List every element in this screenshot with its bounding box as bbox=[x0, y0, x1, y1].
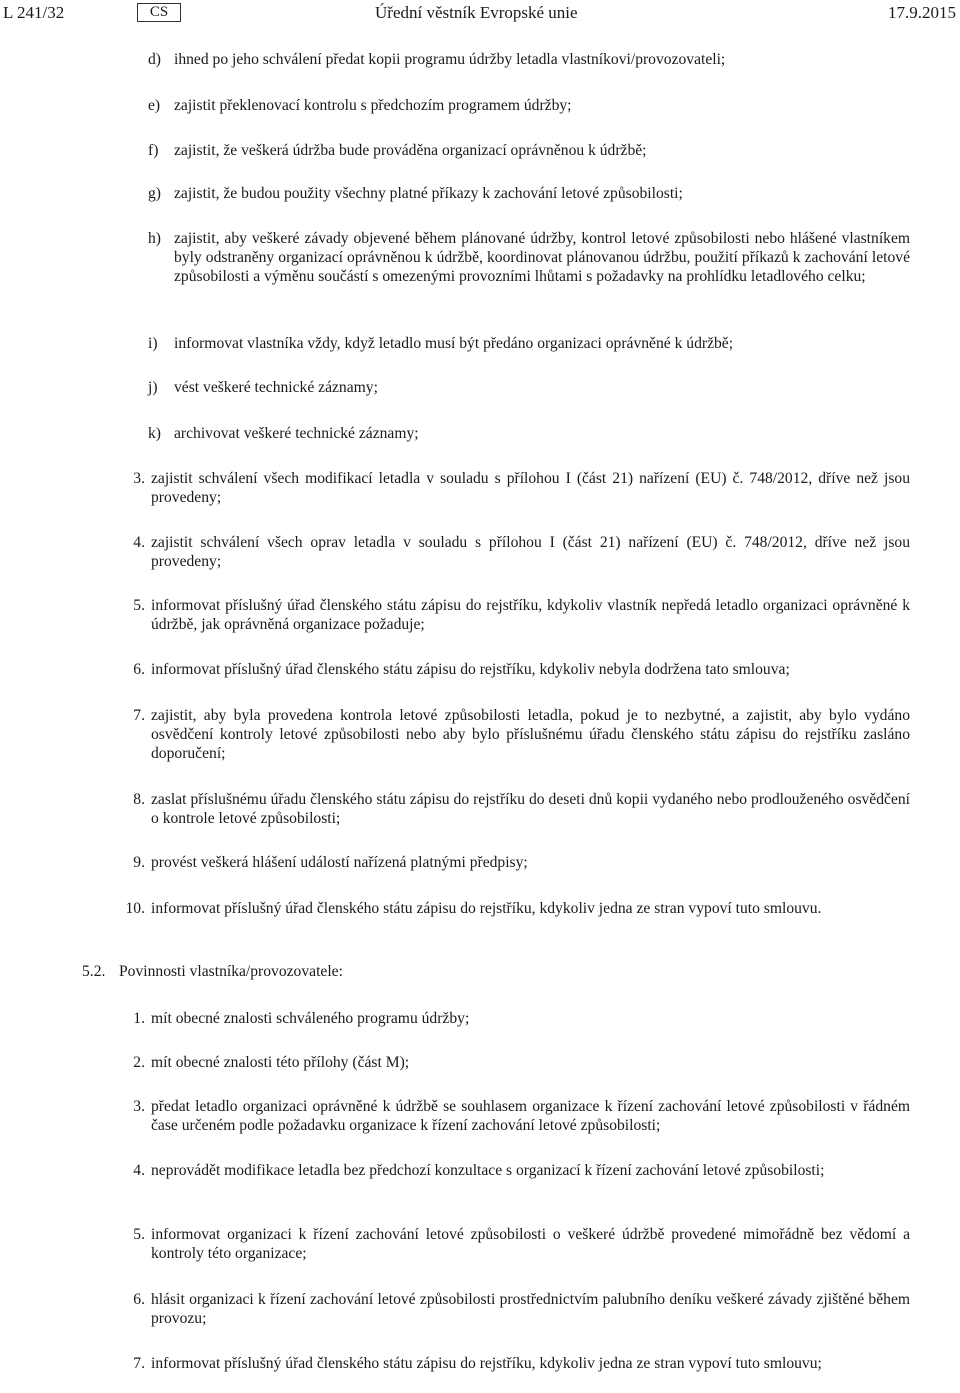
item-label: k) bbox=[148, 425, 161, 442]
item-text: provést veškerá hlášení událostí nařízená platnými předpisy; bbox=[151, 854, 528, 871]
item-text: předat letadlo organizaci oprávněné k údržbě se souhlasem organizace k řízení zachování letové způsobilosti v řádném čase určeném podle požadavku organizace k řízení zachování letové způsobilosti; bbox=[151, 1098, 910, 1134]
item-text: mít obecné znalosti schváleného programu údržby; bbox=[151, 1010, 470, 1027]
item-text: informovat příslušný úřad členského státu zápisu do rejstříku, kdykoliv nebyla dodržena tato smlouva; bbox=[151, 661, 790, 678]
item-number: 9. bbox=[133, 854, 145, 871]
list-item bbox=[119, 853, 910, 872]
list-item bbox=[150, 141, 910, 160]
item-text: zajistit, že veškerá údržba bude prováděna organizací oprávněnou k údržbě; bbox=[174, 142, 647, 159]
item-label: h) bbox=[148, 230, 161, 247]
journal-title: Úřední věstník Evropské unie bbox=[375, 3, 578, 22]
item-label: g) bbox=[148, 185, 161, 202]
item-text: informovat příslušný úřad členského státu zápisu do rejstříku, kdykoliv jedna ze stran vypoví tuto smlouvu. bbox=[151, 900, 822, 917]
item-text: zajistit, že budou použity všechny platné příkazy k zachování letové způsobilosti; bbox=[174, 185, 683, 202]
item-number: 4. bbox=[133, 1162, 145, 1179]
item-text: zajistit schválení všech oprav letadla v souladu s přílohou I (část 21) nařízení (EU) č. 748/2012, dříve než jsou provedeny; bbox=[151, 534, 910, 570]
list-item bbox=[119, 469, 910, 507]
item-text: neprovádět modifikace letadla bez předchozí konzultace s organizací k řízení zachování letové způsobilosti; bbox=[151, 1162, 825, 1179]
page-reference: L 241/32 bbox=[3, 3, 65, 22]
publication-date: 17.9.2015 bbox=[888, 3, 956, 22]
list-item bbox=[119, 1290, 910, 1328]
list-item bbox=[119, 1053, 910, 1072]
item-number: 3. bbox=[133, 1098, 145, 1115]
list-item bbox=[119, 660, 910, 679]
item-number: 2. bbox=[133, 1054, 145, 1071]
item-number: 3. bbox=[133, 470, 145, 487]
item-text: informovat vlastníka vždy, když letadlo musí být předáno organizaci oprávněné k údržbě; bbox=[174, 335, 734, 352]
item-number: 6. bbox=[133, 1291, 145, 1308]
item-text: zajistit překlenovací kontrolu s předchozím programem údržby; bbox=[174, 97, 572, 114]
item-number: 8. bbox=[133, 791, 145, 808]
item-number: 5. bbox=[133, 1226, 145, 1243]
section-number: 5.2. bbox=[82, 963, 106, 980]
item-text: mít obecné znalosti této přílohy (část M); bbox=[151, 1054, 410, 1071]
item-text: zaslat příslušnému úřadu členského státu zápisu do rejstříku do deseti dnů kopii vydaného nebo prodlouženého osvědčení o kontrole letové způsobilosti; bbox=[151, 791, 910, 827]
item-text: zajistit, aby byla provedena kontrola letové způsobilosti letadla, pokud je to nezbytné, a zajistit, aby bylo vydáno osvědčení kontroly letové způsobilosti nebo aby bylo příslušnému úřadu členského státu zápisu do rejstříku zasláno doporučení; bbox=[151, 707, 910, 762]
section-heading bbox=[82, 962, 910, 981]
item-number: 10. bbox=[125, 900, 145, 917]
list-item bbox=[119, 899, 910, 918]
language-badge: CS bbox=[137, 3, 181, 22]
list-item bbox=[119, 1354, 910, 1373]
list-item bbox=[150, 378, 910, 397]
list-item bbox=[119, 706, 910, 763]
item-text: hlásit organizaci k řízení zachování letové způsobilosti prostřednictvím palubního deníku veškeré závady zjištěné během provozu; bbox=[151, 1291, 910, 1327]
list-item bbox=[119, 1009, 910, 1028]
item-number: 5. bbox=[133, 597, 145, 614]
item-number: 4. bbox=[133, 534, 145, 551]
list-item bbox=[150, 229, 910, 286]
item-text: informovat příslušný úřad členského státu zápisu do rejstříku, kdykoliv jedna ze stran vypoví tuto smlouvu; bbox=[151, 1355, 822, 1372]
item-text: zajistit, aby veškeré závady objevené během plánované údržby, kontrol letové způsobilosti nebo hlášené vlastníkem byly odstraněny organizací oprávněnou k údržbě, koordinovat plánovanou údržbu, použití příkazů k zachování letové způsobilosti a výměnu součástí s omezenými provozními lhůtami s požadavky na prohlídku letadlového celku; bbox=[174, 230, 910, 285]
item-text: zajistit schválení všech modifikací letadla v souladu s přílohou I (část 21) nařízení (EU) č. 748/2012, dříve než jsou provedeny; bbox=[151, 470, 910, 506]
list-item bbox=[119, 533, 910, 571]
list-item bbox=[119, 1161, 910, 1180]
list-item bbox=[150, 184, 910, 203]
list-item bbox=[119, 1225, 910, 1263]
page-header bbox=[0, 3, 960, 25]
list-item bbox=[119, 790, 910, 828]
item-text: informovat organizaci k řízení zachování letové způsobilosti o veškeré údržbě provedené mimořádně bez vědomí a kontroly této organizace; bbox=[151, 1226, 910, 1262]
list-item bbox=[150, 424, 910, 443]
item-label: f) bbox=[148, 142, 159, 159]
item-label: d) bbox=[148, 51, 161, 68]
item-text: vést veškeré technické záznamy; bbox=[174, 379, 378, 396]
list-item bbox=[150, 96, 910, 115]
item-text: ihned po jeho schválení předat kopii programu údržby letadla vlastníkovi/provozovateli; bbox=[174, 51, 726, 68]
list-item bbox=[150, 50, 910, 69]
item-number: 7. bbox=[133, 1355, 145, 1372]
item-label: e) bbox=[148, 97, 161, 114]
list-item bbox=[119, 596, 910, 634]
list-item bbox=[150, 334, 910, 353]
list-item bbox=[119, 1097, 910, 1135]
item-label: j) bbox=[148, 379, 158, 396]
item-text: informovat příslušný úřad členského státu zápisu do rejstříku, kdykoliv vlastník nepředá letadlo organizaci oprávněné k údržbě, jak oprávněná organizace požaduje; bbox=[151, 597, 910, 633]
item-text: archivovat veškeré technické záznamy; bbox=[174, 425, 419, 442]
section-title: Povinnosti vlastníka/provozovatele: bbox=[119, 963, 343, 980]
item-number: 6. bbox=[133, 661, 145, 678]
item-number: 7. bbox=[133, 707, 145, 724]
item-number: 1. bbox=[133, 1010, 145, 1027]
item-label: i) bbox=[148, 335, 158, 352]
